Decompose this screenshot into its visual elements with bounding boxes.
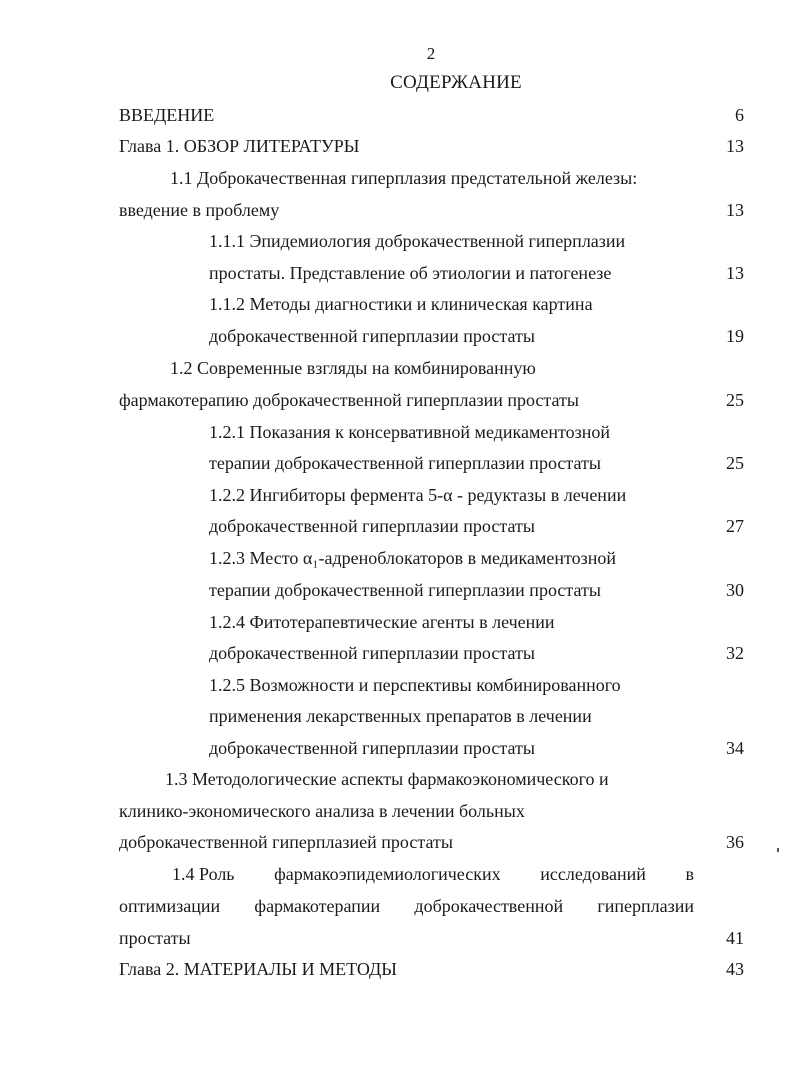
toc-entry-1-2-4-cont: доброкачественной гиперплазии простаты	[209, 643, 535, 663]
toc-entry-1-4-cont	[119, 895, 694, 917]
toc-entry-1-2-1-cont: терапии доброкачественной гиперплазии простаты	[209, 453, 601, 473]
toc-entry-1-1-2: 1.1.2 Методы диагностики и клиническая картина	[209, 294, 593, 314]
toc-word: исследований	[540, 864, 646, 884]
toc-entry-1-2-4: 1.2.4 Фитотерапевтические агенты в лечении	[209, 612, 555, 632]
toc-page-number: 13	[726, 136, 744, 156]
toc-entry-1-3: 1.3 Методологические аспекты фармакоэкономического и	[165, 769, 609, 789]
toc-entry-1-3-cont: клинико-экономического анализа в лечении больных	[119, 801, 525, 821]
toc-page-number: 43	[726, 959, 744, 979]
toc-entry-1-2-1: 1.2.1 Показания к консервативной медикаментозной	[209, 422, 610, 442]
toc-entry-1-4	[172, 863, 694, 885]
page-number: 2	[426, 44, 436, 63]
toc-word: 1.4 Роль	[172, 864, 235, 884]
toc-word: гиперплазии	[597, 896, 694, 916]
toc-entry-1-2-3-cont: терапии доброкачественной гиперплазии простаты	[209, 580, 601, 600]
toc-page-number: 27	[726, 516, 744, 536]
toc-entry-1-1-2-cont: доброкачественной гиперплазии простаты	[209, 326, 535, 346]
toc-page-number: 32	[726, 643, 744, 663]
toc-entry-1-2-2-cont: доброкачественной гиперплазии простаты	[209, 516, 535, 536]
toc-entry-1-3-cont: доброкачественной гиперплазией простаты	[119, 832, 453, 852]
toc-page-number: 34	[726, 738, 744, 758]
toc-page-number: 25	[726, 390, 744, 410]
toc-page-number: 30	[726, 580, 744, 600]
toc-entry-1-1: 1.1 Доброкачественная гиперплазия предстательной железы:	[170, 168, 638, 188]
toc-word: доброкачественной	[414, 896, 564, 916]
toc-page-number: 6	[735, 105, 744, 125]
toc-word: фармакотерапии	[254, 896, 381, 916]
toc-entry-1-2-2: 1.2.2 Ингибиторы фермента 5-α - редуктазы в лечении	[209, 485, 627, 505]
page-title: СОДЕРЖАНИЕ	[390, 72, 522, 93]
toc-entry-1-1-1: 1.1.1 Эпидемиология доброкачественной гиперплазии	[209, 231, 626, 251]
toc-entry-1-2-5: 1.2.5 Возможности и перспективы комбинированного	[209, 675, 621, 695]
toc-page-number: 13	[726, 200, 744, 220]
toc-page-number: 25	[726, 453, 744, 473]
toc-entry-1-2: 1.2 Современные взгляды на комбинированную	[170, 358, 536, 378]
toc-entry-1-2-5-cont: применения лекарственных препаратов в лечении	[209, 706, 592, 726]
toc-entry-1-2-3: 1.2.3 Место α₁-адреноблокаторов в медикаментозной	[209, 548, 617, 568]
toc-entry-1-1-cont: введение в проблему	[119, 200, 280, 220]
toc-entry-chapter-2: Глава 2. МАТЕРИАЛЫ И МЕТОДЫ	[119, 959, 397, 979]
toc-page-number: 41	[726, 928, 744, 948]
toc-page-number: 13	[726, 263, 744, 283]
toc-word: в	[685, 864, 694, 884]
toc-page-number: 19	[726, 326, 744, 346]
toc-word: оптимизации	[119, 896, 221, 916]
toc-page-number: 36	[726, 832, 744, 852]
toc-entry-chapter-1: Глава 1. ОБЗОР ЛИТЕРАТУРЫ	[119, 136, 360, 156]
toc-entry-1-2-5-cont: доброкачественной гиперплазии простаты	[209, 738, 535, 758]
toc-entry-1-2-cont: фармакотерапию доброкачественной гиперплазии простаты	[119, 390, 579, 410]
toc-word: фармакоэпидемиологических	[274, 864, 501, 884]
scan-speck	[777, 848, 779, 852]
toc-entry-1-4-cont: простаты	[119, 928, 191, 948]
toc-entry-1-1-1-cont: простаты. Представление об этиологии и патогенезе	[209, 263, 612, 283]
toc-entry-introduction: ВВЕДЕНИЕ	[119, 105, 215, 125]
